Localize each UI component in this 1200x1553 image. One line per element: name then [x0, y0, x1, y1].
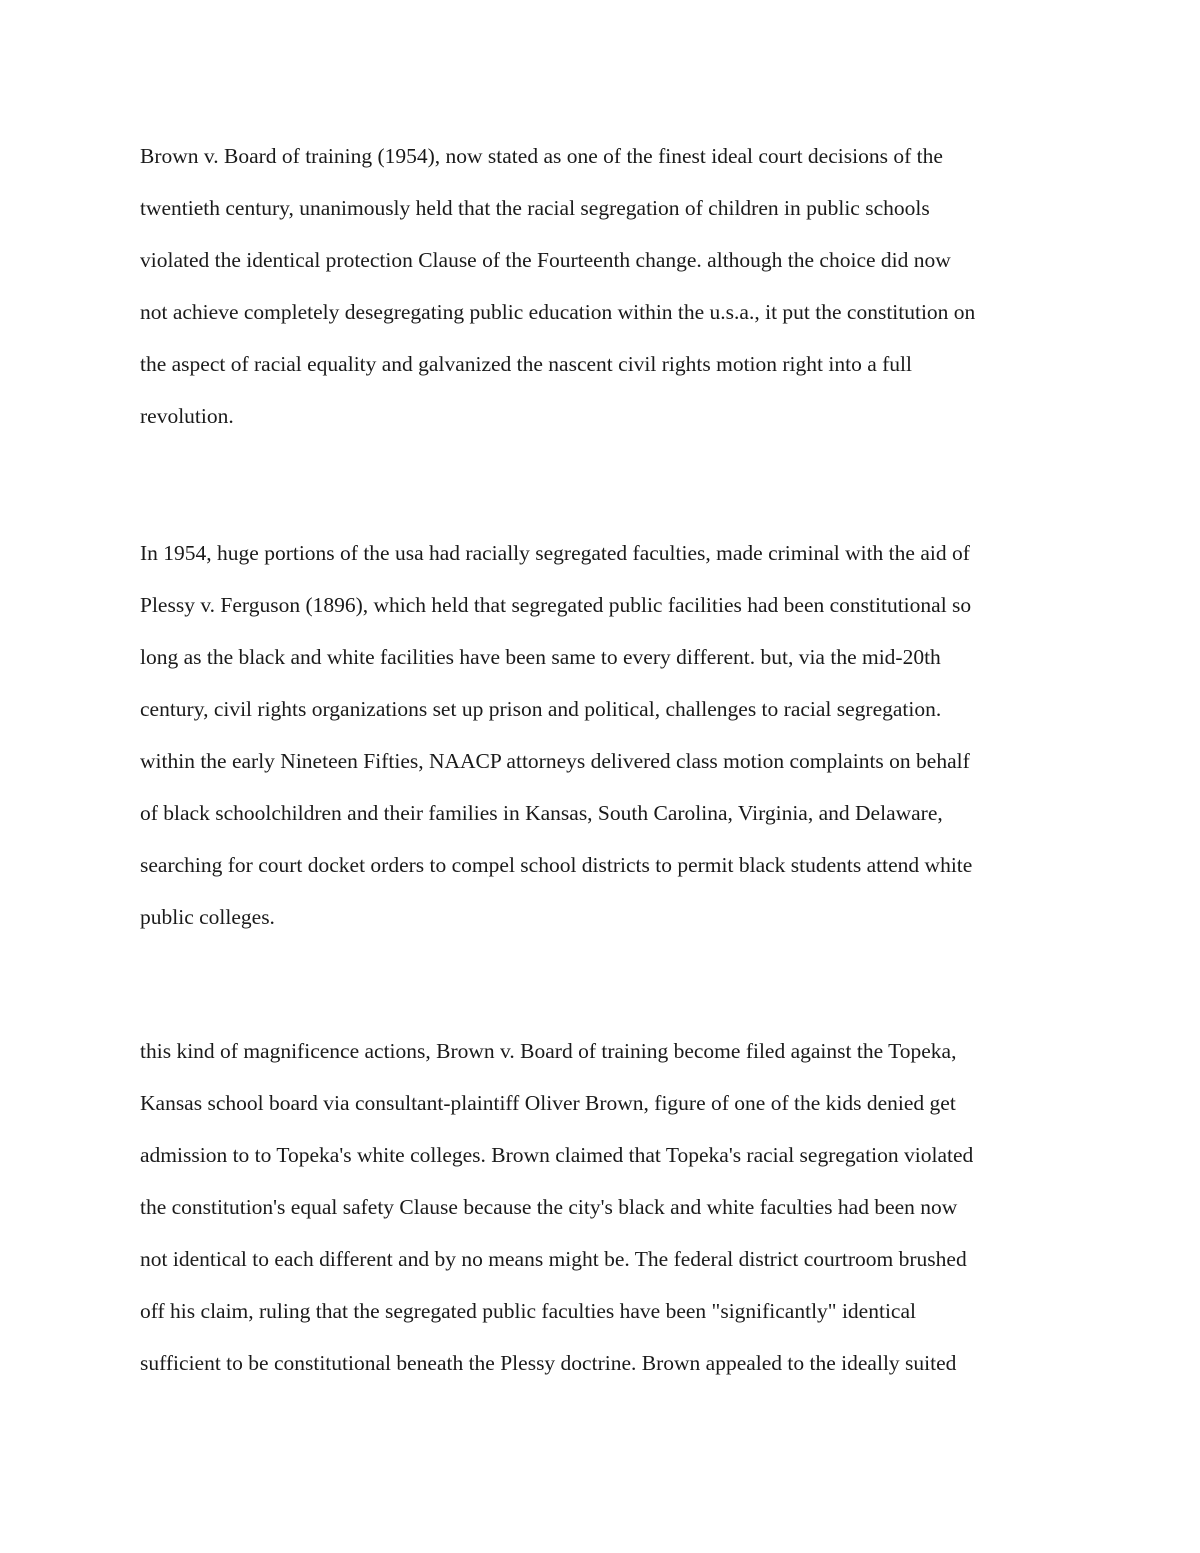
- text-line: this kind of magnificence actions, Brown v. Board of training become filed against the Topeka,: [140, 1039, 957, 1063]
- text-line: admission to to Topeka's white colleges. Brown claimed that Topeka's racial segregation violated: [140, 1143, 974, 1167]
- text-line: of black schoolchildren and their families in Kansas, South Carolina, Virginia, and Delaware,: [140, 801, 943, 825]
- paragraph-2: [140, 527, 1070, 943]
- text-line: sufficient to be constitutional beneath the Plessy doctrine. Brown appealed to the ideally suited: [140, 1351, 957, 1375]
- text-line: violated the identical protection Clause of the Fourteenth change. although the choice did now: [140, 248, 951, 272]
- text-line: not identical to each different and by no means might be. The federal district courtroom brushed: [140, 1247, 967, 1271]
- text-line: within the early Nineteen Fifties, NAACP attorneys delivered class motion complaints on behalf: [140, 749, 970, 773]
- text-line: century, civil rights organizations set up prison and political, challenges to racial segregation.: [140, 697, 942, 721]
- text-line: public colleges.: [140, 905, 275, 929]
- text-line: Plessy v. Ferguson (1896), which held that segregated public facilities had been constitutional so: [140, 593, 972, 617]
- text-line: not achieve completely desegregating public education within the u.s.a., it put the constitution on: [140, 300, 976, 324]
- text-line: the aspect of racial equality and galvanized the nascent civil rights motion right into a full: [140, 352, 912, 376]
- paragraph-1: [140, 130, 1070, 442]
- text-line: searching for court docket orders to compel school districts to permit black students attend white: [140, 853, 973, 877]
- text-line: twentieth century, unanimously held that the racial segregation of children in public schools: [140, 196, 930, 220]
- paragraph-3: [140, 1025, 1070, 1389]
- text-line: Kansas school board via consultant-plaintiff Oliver Brown, figure of one of the kids denied get: [140, 1091, 956, 1115]
- text-line: the constitution's equal safety Clause because the city's black and white faculties had been now: [140, 1195, 958, 1219]
- text-line: off his claim, ruling that the segregated public faculties have been "significantly" identical: [140, 1299, 916, 1323]
- text-line: revolution.: [140, 404, 234, 428]
- text-line: long as the black and white facilities have been same to every different. but, via the mid-20th: [140, 645, 941, 669]
- text-line: Brown v. Board of training (1954), now stated as one of the finest ideal court decisions of the: [140, 144, 943, 168]
- text-line: In 1954, huge portions of the usa had racially segregated faculties, made criminal with the aid of: [140, 541, 970, 565]
